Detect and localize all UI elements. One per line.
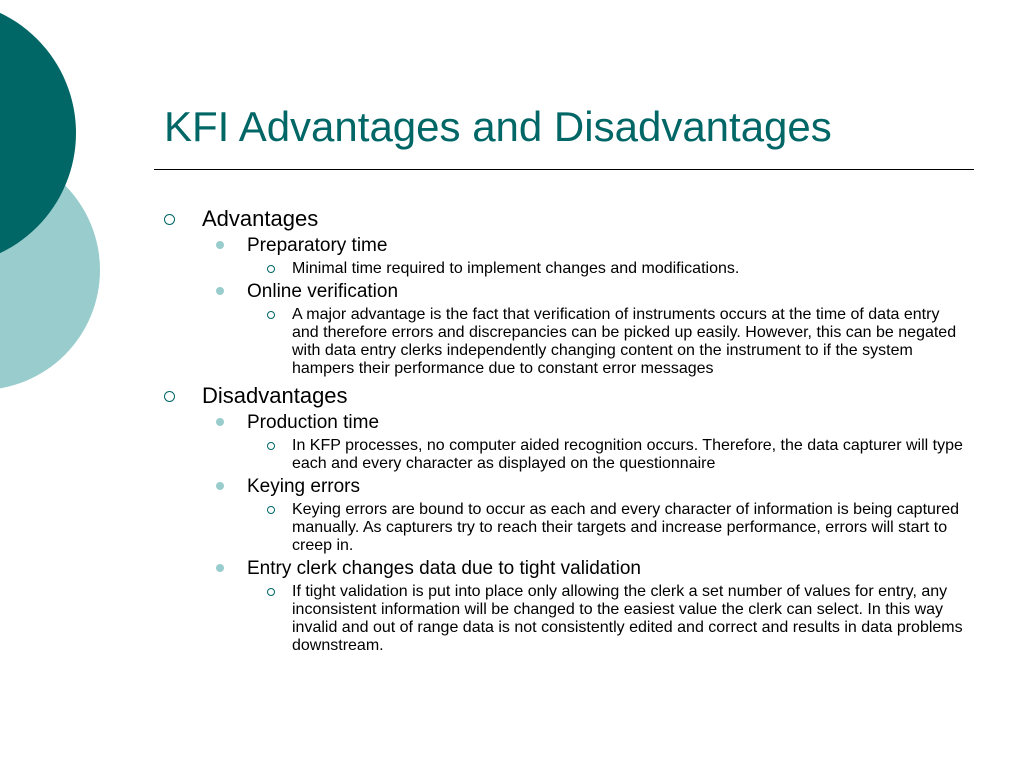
outline-detail bbox=[164, 306, 974, 378]
outline-heading-label: Disadvantages bbox=[202, 383, 348, 408]
filled-dot-bullet-icon bbox=[216, 564, 224, 572]
outline-heading-label: Advantages bbox=[202, 206, 319, 231]
outline-heading-disadvantages bbox=[164, 383, 974, 409]
outline-subitem bbox=[164, 558, 974, 580]
small-hollow-circle-bullet-icon bbox=[267, 265, 275, 273]
filled-dot-bullet-icon bbox=[216, 241, 224, 249]
outline-subitem-label: Preparatory time bbox=[247, 235, 388, 256]
outline-detail bbox=[164, 583, 974, 655]
title-divider bbox=[154, 169, 974, 170]
filled-dot-bullet-icon bbox=[216, 287, 224, 295]
outline-subitem bbox=[164, 235, 974, 257]
outline-detail bbox=[164, 501, 974, 555]
outline-detail-text: In KFP processes, no computer aided recognition occurs. Therefore, the data capturer will type each and every character as displayed on the questionnaire bbox=[292, 437, 963, 472]
outline-heading-advantages bbox=[164, 206, 974, 232]
outline-detail-text: Minimal time required to implement changes and modifications. bbox=[292, 260, 740, 277]
outline-subitem-label: Entry clerk changes data due to tight validation bbox=[247, 558, 641, 579]
hollow-circle-bullet-icon bbox=[164, 391, 175, 402]
outline-detail bbox=[164, 437, 974, 473]
outline-subitem bbox=[164, 412, 974, 434]
filled-dot-bullet-icon bbox=[216, 482, 224, 490]
slide-body bbox=[164, 206, 974, 655]
small-hollow-circle-bullet-icon bbox=[267, 442, 275, 450]
outline-subitem-label: Online verification bbox=[247, 281, 399, 302]
outline-subitem bbox=[164, 476, 974, 498]
small-hollow-circle-bullet-icon bbox=[267, 311, 275, 319]
outline-detail-text: Keying errors are bound to occur as each and every character of information is being captured manually. As capturers try to reach their targets and increase performance, errors will start to creep in. bbox=[292, 501, 960, 554]
outline-detail bbox=[164, 260, 974, 278]
outline-detail-text: A major advantage is the fact that verification of instruments occurs at the time of data entry and therefore errors and discrepancies can be picked up easily. However, this can be negated with data entry clerks independently changing content on the instrument to if the system hampers their performance due to constant error messages bbox=[292, 306, 957, 377]
outline-subitem-label: Production time bbox=[247, 412, 380, 433]
outline-subitem-label: Keying errors bbox=[247, 476, 360, 497]
outline-detail-text: If tight validation is put into place only allowing the clerk a set number of values for entry, any inconsistent information will be changed to the easiest value the clerk can select. In this way invalid and out of range data is not consistently edited and correct and results in data problems downstream. bbox=[292, 583, 963, 654]
small-hollow-circle-bullet-icon bbox=[267, 588, 275, 596]
filled-dot-bullet-icon bbox=[216, 418, 224, 426]
small-hollow-circle-bullet-icon bbox=[267, 506, 275, 514]
hollow-circle-bullet-icon bbox=[164, 214, 175, 225]
slide-title: KFI Advantages and Disadvantages bbox=[164, 103, 832, 150]
outline-subitem bbox=[164, 281, 974, 303]
